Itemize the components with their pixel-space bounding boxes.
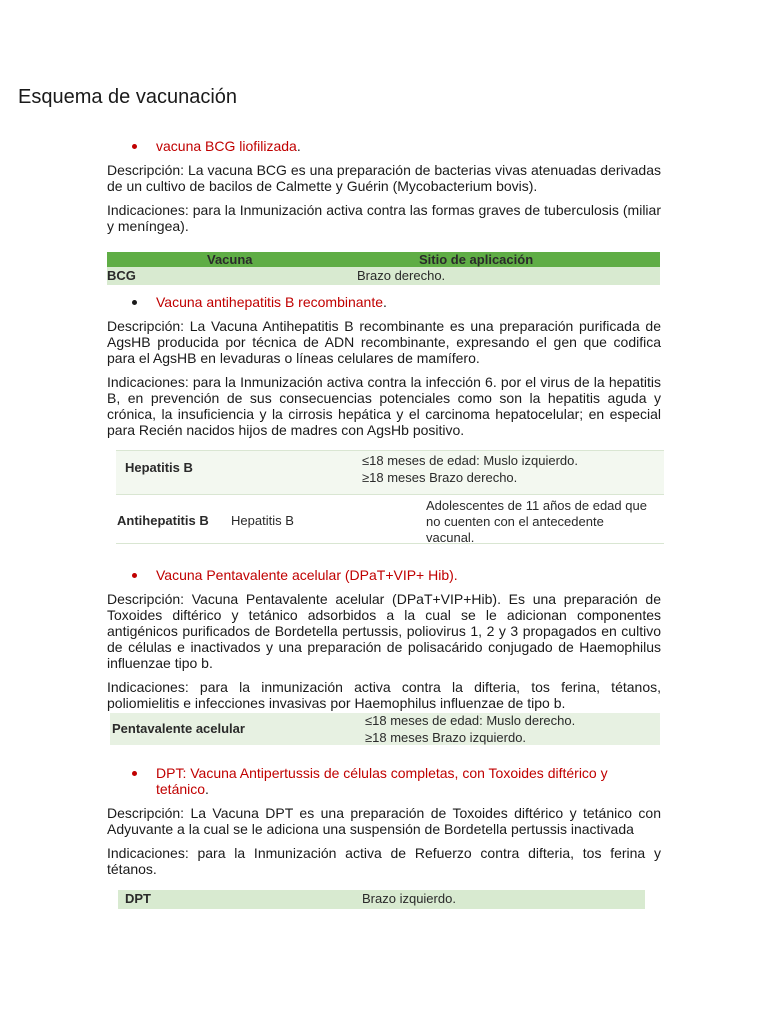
description-text: Descripción: La Vacuna Antihepatitis B recombinante es una preparación purificada de AgsHB producida por técnica de ADN recombinante, expresando el gen que codifica para el AgsHB en levaduras o líneas celulares de mamífero. <box>107 318 661 366</box>
table-header-site: Sitio de aplicación <box>419 252 534 267</box>
heading-period: . <box>383 294 387 310</box>
heading-text: vacuna BCG liofilizada <box>156 138 297 154</box>
description-text: Descripción: Vacuna Pentavalente acelular (DPaT+VIP+Hib). Es una preparación de Toxoides diftérico y tetánico adsorbidos a la cual se le adicionan componentes antigénicos purificados de Bordetella pertussis, poliovirus 1, 2 y 3 propagados en cultivo de células e inactivados y una preparación de polisacárido conjugado de Haemophilus influenzae tipo b. <box>107 591 661 671</box>
bullet-icon <box>132 144 137 149</box>
section-bcg <box>107 138 661 234</box>
bullet-icon <box>132 573 137 578</box>
table-cell-line: ≤18 meses de edad: Muslo izquierdo. <box>362 453 578 468</box>
table-cell-line: ≥18 meses Brazo derecho. <box>362 470 518 485</box>
section-pentavalente <box>107 567 661 711</box>
indications-text: Indicaciones: para la Inmunización activa contra la infección 6. por el virus de la hepatitis B, en prevención de sus consecuencias potenciales como son la hepatitis aguda y crónica, la insuficiencia y la cirrosis hepática y el carcinoma hepatocelular; en especial para Recién nacidos hijos de madres con AgsHb positivo. <box>107 374 661 438</box>
bullet-heading <box>107 567 661 583</box>
table-dpt <box>118 890 645 909</box>
table-cell-line: ≥18 meses Brazo izquierdo. <box>365 730 527 745</box>
heading-text: Vacuna Pentavalente acelular (DPaT+VIP+ Hib). <box>156 567 458 583</box>
indications-text: Indicaciones: para la inmunización activa contra la difteria, tos ferina, tétanos, poliomielitis e infecciones invasivas por Haemophilus influenzae de tipo b. <box>107 679 661 711</box>
indications-text: Indicaciones: para la Inmunización activa de Refuerzo contra difteria, tos ferina y tétanos. <box>107 845 661 877</box>
table-header-vaccine: Vacuna <box>207 252 253 267</box>
description-text: Descripción: La Vacuna DPT es una preparación de Toxoides diftérico y tetánico con Adyuvante a la cual se le adiciona una suspensión de Bordetella pertussis inactivada <box>107 805 661 837</box>
heading-period: . <box>296 138 301 154</box>
description-text: Descripción: La vacuna BCG es una preparación de bacterias vivas atenuadas derivadas de un cultivo de bacilos de Calmette y Guérin (Mycobacterium bovis). <box>107 162 661 194</box>
table-cell-site: Brazo izquierdo. <box>362 891 456 906</box>
table-bcg <box>107 252 660 285</box>
section-dpt <box>107 765 661 877</box>
table-hepatitis-b <box>116 450 664 544</box>
table-pentavalente <box>110 713 660 745</box>
heading-period: . <box>205 781 209 797</box>
heading-text: Vacuna antihepatitis B recombinante <box>156 294 383 310</box>
table-cell-label: Pentavalente acelular <box>112 721 245 736</box>
table-header-band <box>107 252 660 267</box>
indications-text: Indicaciones: para la Inmunización activa contra las formas graves de tuberculosis (miliar y meníngea). <box>107 202 661 234</box>
table-cell-line: ≤18 meses de edad: Muslo derecho. <box>365 713 576 728</box>
table-cell-line: vacunal. <box>426 530 475 545</box>
table-cell-line: Adolescentes de 11 años de edad que <box>426 498 647 513</box>
heading-text: DPT: Vacuna Antipertussis de células completas, con Toxoides diftérico y tetánico <box>156 765 608 797</box>
bullet-heading <box>107 138 661 154</box>
table-cell-line: no cuenten con el antecedente <box>426 514 604 529</box>
table-cell-label: Antihepatitis B <box>117 513 209 528</box>
table-cell-site: Brazo derecho. <box>357 268 446 283</box>
page-title: Esquema de vacunación <box>18 86 238 108</box>
bullet-heading <box>107 765 661 797</box>
section-hepatitis-b <box>107 294 661 438</box>
table-cell-sub: Hepatitis B <box>231 513 294 528</box>
table-cell-label: Hepatitis B <box>125 460 193 475</box>
bullet-heading <box>107 294 661 310</box>
bullet-icon <box>132 771 137 776</box>
bullet-icon <box>132 300 137 305</box>
table-bottom-line <box>116 543 664 544</box>
table-cell-label: DPT <box>125 891 151 906</box>
table-cell-vaccine: BCG <box>107 268 136 283</box>
